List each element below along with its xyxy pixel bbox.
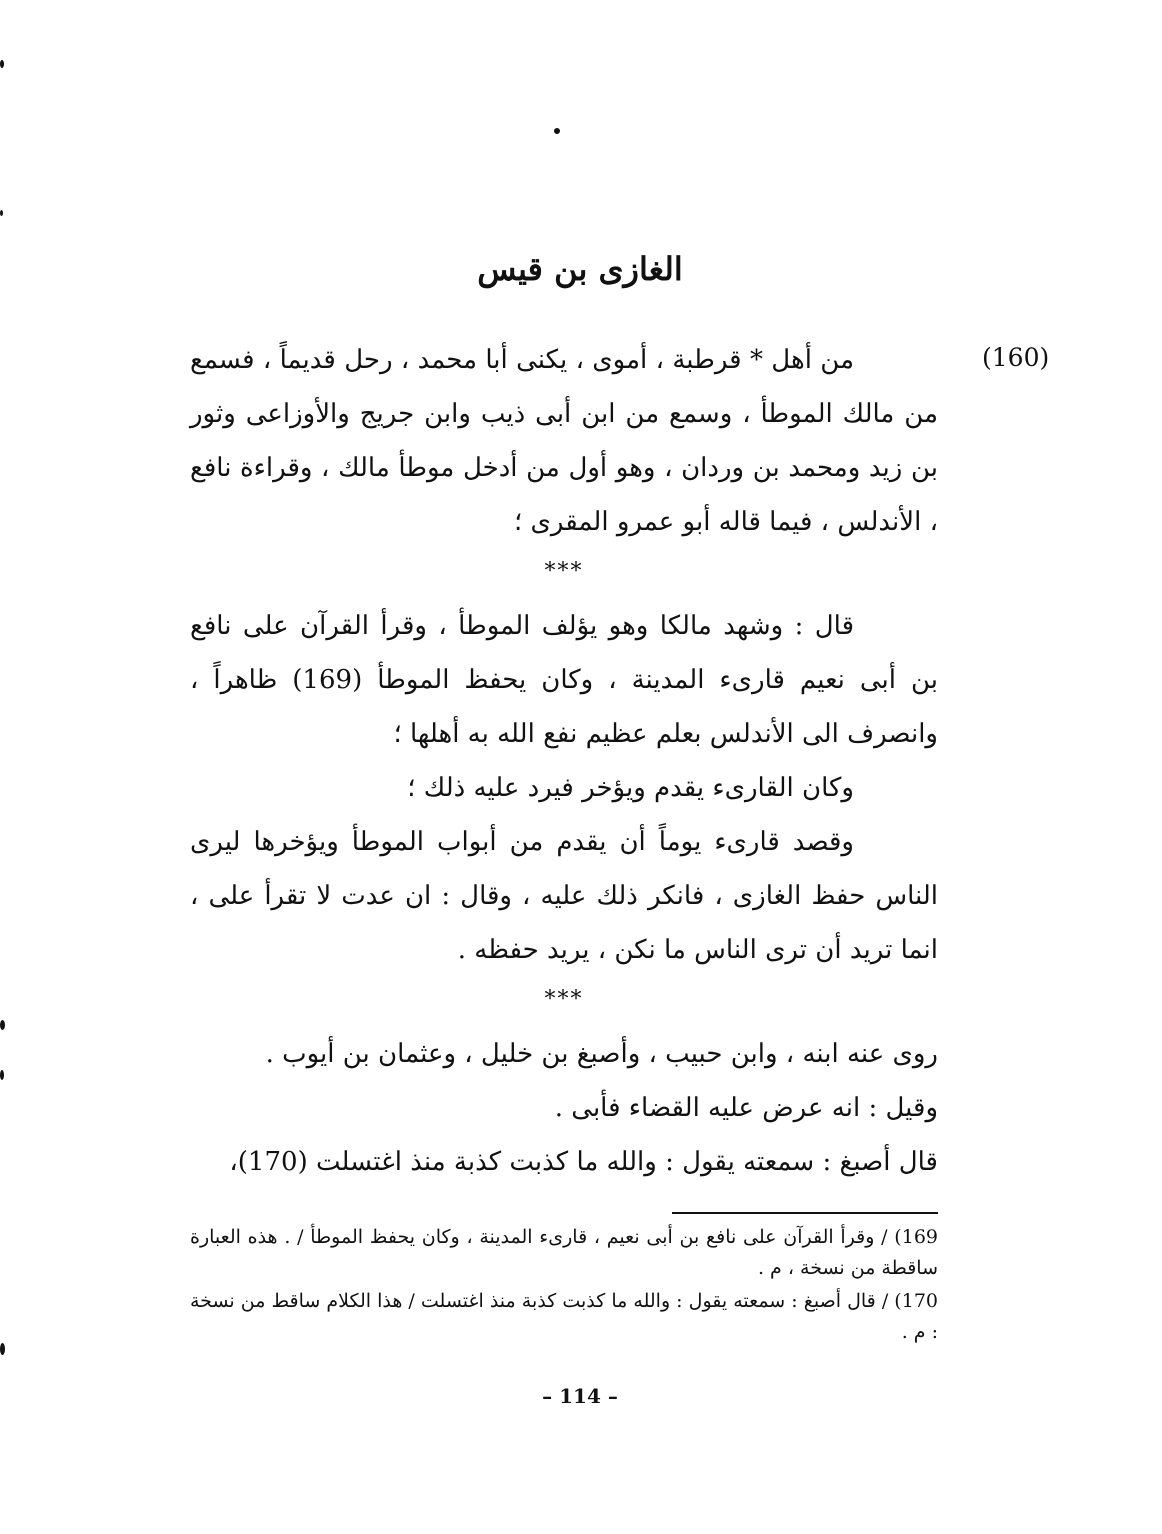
page-number: – 114 – <box>542 1384 618 1408</box>
ink-dot <box>554 128 560 134</box>
entry-number: (160) <box>982 343 1050 372</box>
footnote: 170) / قال أصبغ : سمعته يقول : والله ما كذبت كذبة منذ اغتسلت / هذا الكلام ساقط من نسخة : م . <box>190 1290 938 1343</box>
main-text <box>190 333 938 1189</box>
footnote-divider <box>672 1212 938 1214</box>
section-separator: *** <box>544 987 584 1012</box>
margin-mark <box>0 210 3 216</box>
page-title: الغازى بن قيس <box>477 250 683 288</box>
paragraph: وقصد قارىء يوماً أن يقدم من أبواب الموطأ ويؤخرها ليرى الناس حفظ الغازى ، فانكر ذلك عليه ، وقال : ان عدت لا تقرأ على ، انما تريد أن ترى الناس ما نكن ، يريد حفظه . <box>190 827 938 965</box>
margin-mark <box>0 60 4 68</box>
section-separator: *** <box>544 559 584 584</box>
paragraph: وكان القارىء يقدم ويؤخر فيرد عليه ذلك ؛ <box>407 773 854 803</box>
paragraph: قال أصبغ : سمعته يقول : والله ما كذبت كذبة منذ اغتسلت (170)، <box>229 1147 938 1177</box>
paragraph: روى عنه ابنه ، وابن حبيب ، وأصبغ بن خليل ، وعثمان بن أيوب . <box>265 1039 938 1069</box>
margin-mark <box>0 1020 5 1030</box>
footnotes <box>190 1222 938 1350</box>
paragraph: من أهل * قرطبة ، أموى ، يكنى أبا محمد ، رحل قديماً ، فسمع من مالك الموطأ ، وسمع من ابن أبى ذيب وابن جريج والأوزاعى وثور بن زيد ومحمد بن وردان ، وهو أول من أدخل موطأ مالك ، وقراءة نافع ، الأندلس ، فيما قاله أبو عمرو المقرى ؛ <box>190 345 938 537</box>
paragraph: وقيل : انه عرض عليه القضاء فأبى . <box>554 1093 938 1123</box>
footnote: 169) / وقرأ القرآن على نافع بن أبى نعيم ، قارىء المدينة ، وكان يحفظ الموطأ / . هذه العبارة ساقطة من نسخة ، م . <box>190 1226 938 1279</box>
margin-mark <box>0 1343 5 1355</box>
margin-mark <box>0 1070 4 1080</box>
paragraph: قال : وشهد مالكا وهو يؤلف الموطأ ، وقرأ القرآن على نافع بن أبى نعيم قارىء المدينة ، وكان يحفظ الموطأ (169) ظاهراً ، وانصرف الى الأندلس بعلم عظيم نفع الله به أهلها ؛ <box>190 611 938 749</box>
